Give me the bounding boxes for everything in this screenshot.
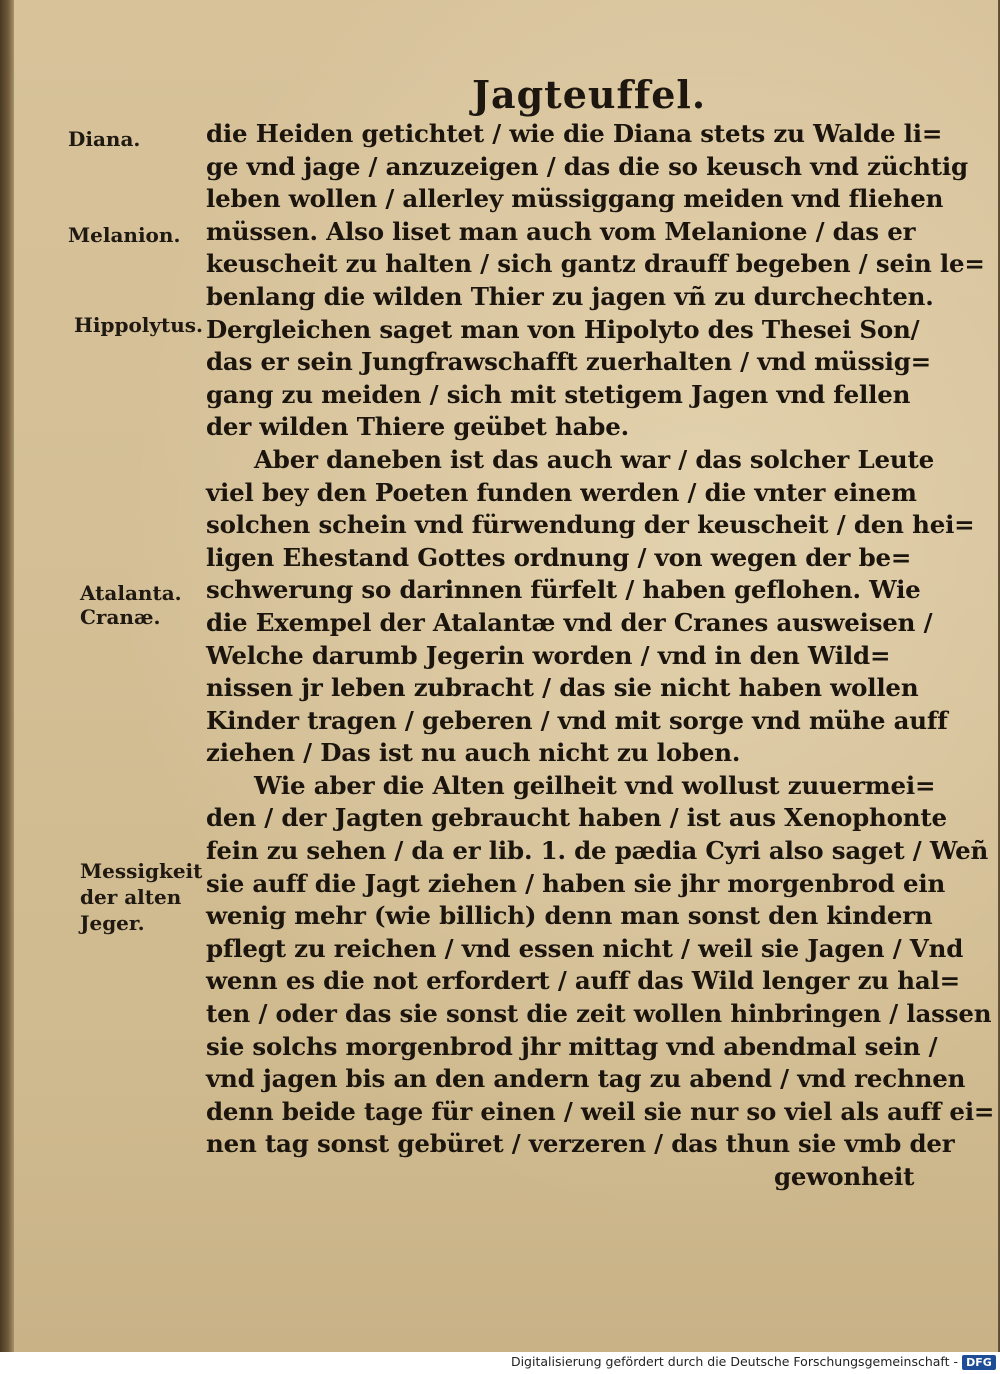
funding-credit: Digitalisierung gefördert durch die Deutsche Forschungsgemeinschaft - [510, 1354, 958, 1369]
text-line: benlang die wilden Thier zu jagen vñ zu durchechten. [206, 281, 934, 311]
body-text [206, 118, 995, 1194]
text-line: schwerung so darinnen fürfelt / haben geflohen. Wie [206, 575, 921, 605]
text-line: Dergleichen saget man von Hipolyto des Thesei Son/ [206, 314, 920, 344]
text-line: wenig mehr (wie billich) denn man sonst den kindern [206, 901, 933, 931]
marginal-note-der-alten: der alten [80, 885, 182, 909]
text-line: vnd jagen bis an den andern tag zu abend / vnd rechnen [206, 1064, 966, 1094]
text-line: der wilden Thiere geübet habe. [206, 412, 629, 442]
text-line: müssen. Also liset man auch vom Melanione / das er [206, 216, 916, 246]
text-line: Aber daneben ist das auch war / das solcher Leute [254, 444, 934, 474]
text-line: viel bey den Poeten funden werden / die vnter einem [206, 477, 917, 507]
text-line: gang zu meiden / sich mit stetigem Jagen vnd fellen [206, 379, 911, 409]
text-line: keuscheit zu halten / sich gantz drauff begeben / sein le= [206, 249, 985, 279]
running-head: Jagteuffel. [472, 72, 707, 117]
text-line: Kinder tragen / geberen / vnd mit sorge vnd mühe auff [206, 705, 948, 735]
text-line: fein zu sehen / da er lib. 1. de pædia Cyri also saget / Weñ [206, 836, 989, 866]
text-line: nissen jr leben zubracht / das sie nicht haben wollen [206, 673, 919, 703]
text-line: solchen schein vnd fürwendung der keuscheit / den hei= [206, 510, 975, 540]
marginal-note-cranae: Cranæ. [80, 605, 161, 629]
text-line: wenn es die not erfordert / auff das Wild lenger zu hal= [206, 966, 960, 996]
text-line: sie auff die Jagt ziehen / haben sie jhr morgenbrod ein [206, 868, 946, 898]
dfg-logo-icon: DFG [962, 1355, 996, 1370]
text-line: Welche darumb Jegerin worden / vnd in den Wild= [206, 640, 891, 670]
marginal-note-jeger: Jeger. [80, 911, 145, 935]
book-page [14, 0, 998, 1352]
text-line: das er sein Jungfrawschafft zuerhalten / vnd müssig= [206, 347, 932, 377]
marginal-note-melanion: Melanion. [68, 223, 181, 247]
text-line: leben wollen / allerley müssiggang meiden vnd fliehen [206, 184, 944, 214]
marginal-note-diana: Diana. [68, 127, 141, 151]
text-line: die Heiden getichtet / wie die Diana stets zu Walde li= [206, 119, 943, 148]
text-line: ziehen / Das ist nu auch nicht zu loben. [206, 738, 741, 768]
marginal-note-messigkeit: Messigkeit [80, 859, 203, 883]
catchword: gewonheit [774, 1162, 915, 1191]
footer-bar [0, 1352, 1000, 1374]
text-line: nen tag sonst gebüret / verzeren / das thun sie vmb der [206, 1129, 955, 1159]
text-line: ten / oder das sie sonst die zeit wollen hinbringen / lassen [206, 999, 992, 1029]
marginal-note-hippolytus: Hippolytus. [74, 313, 204, 337]
text-line: den / der Jagten gebraucht haben / ist aus Xenophonte [206, 803, 947, 833]
text-line: Wie aber die Alten geilheit vnd wollust zuuermei= [254, 770, 936, 800]
text-line: pflegt zu reichen / vnd essen nicht / weil sie Jagen / Vnd [206, 933, 964, 963]
text-line: die Exempel der Atalantæ vnd der Cranes ausweisen / [206, 607, 933, 637]
text-line: ge vnd jage / anzuzeigen / das die so keusch vnd züchtig [206, 151, 968, 181]
marginal-note-atalanta: Atalanta. [80, 581, 182, 605]
text-line: sie solchs morgenbrod jhr mittag vnd abendmal sein / [206, 1031, 938, 1061]
text-line: denn beide tage für einen / weil sie nur so viel als auff ei= [206, 1096, 995, 1126]
text-line: ligen Ehestand Gottes ordnung / von wegen der be= [206, 542, 912, 572]
